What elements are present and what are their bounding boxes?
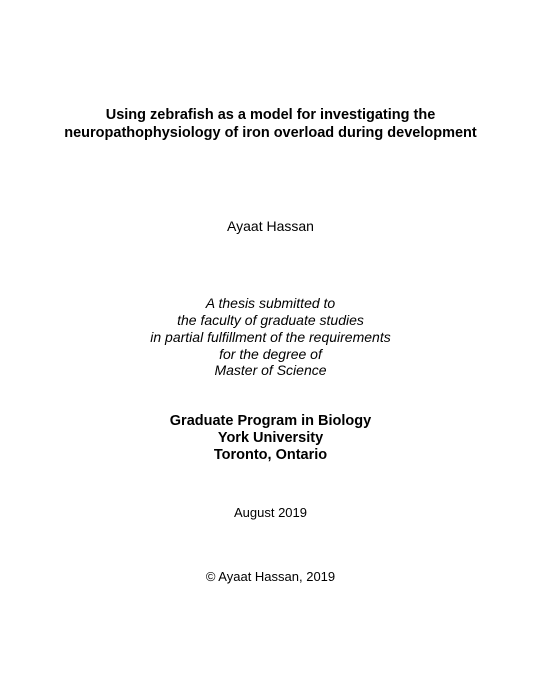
graduate-program: Graduate Program in Biology — [169, 413, 372, 429]
copyright-notice: © Ayaat Hassan, 2019 — [205, 569, 336, 584]
degree-name: Master of Science — [214, 362, 327, 378]
submission-line-2: the faculty of graduate studies — [177, 312, 364, 328]
thesis-title-line-2: neuropathophysiology of iron overload during development — [64, 125, 477, 141]
author-name: Ayaat Hassan — [227, 218, 314, 234]
submission-line-1: A thesis submitted to — [205, 295, 336, 311]
thesis-title-line-1: Using zebrafish as a model for investigating the — [105, 107, 436, 123]
university-name: York University — [217, 430, 324, 446]
submission-line-3: in partial fulfillment of the requirements — [150, 329, 391, 345]
university-location: Toronto, Ontario — [213, 447, 328, 463]
submission-line-4: for the degree of — [219, 346, 322, 362]
submission-date: August 2019 — [233, 505, 307, 520]
